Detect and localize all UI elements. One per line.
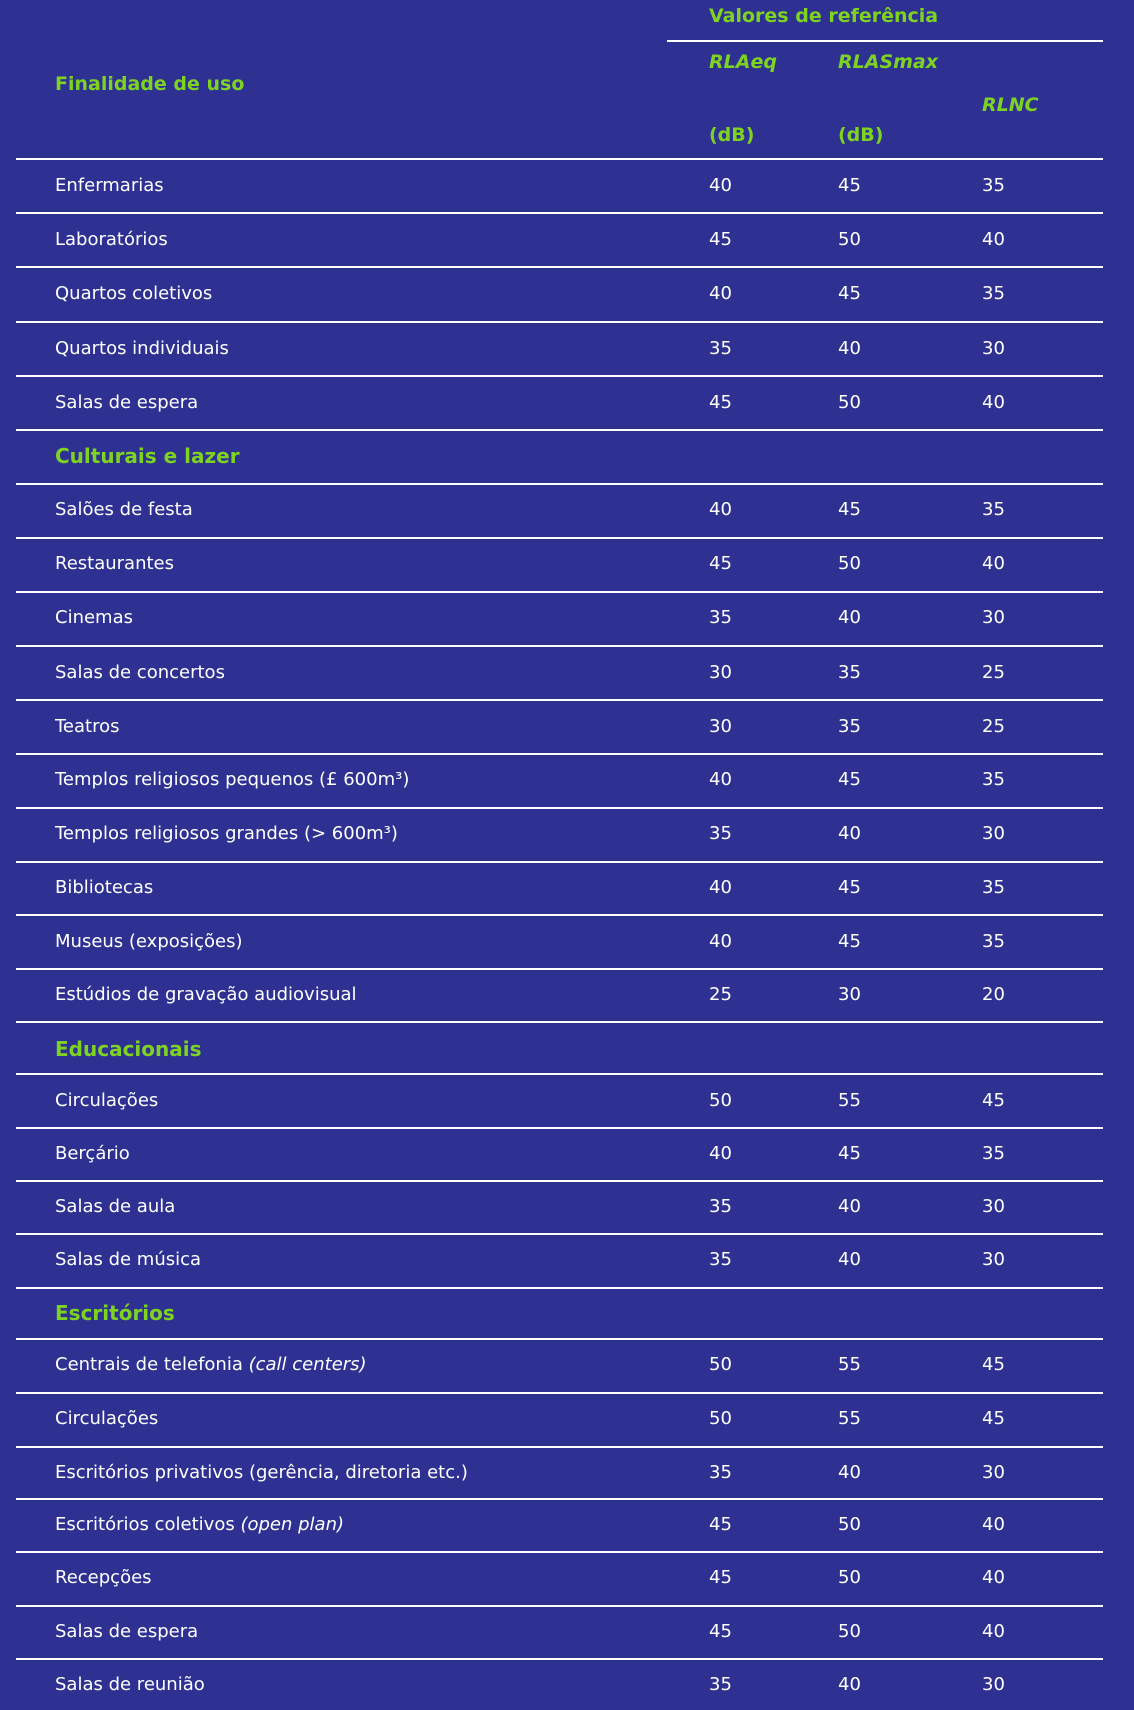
column-header-rlasmax: RLASmax [838, 51, 939, 73]
value-rlnc: 30 [982, 1674, 1005, 1695]
row-label-text: Salas de música [55, 1249, 202, 1270]
table-row [0, 1089, 1134, 1113]
value-rlaeq: 40 [709, 931, 732, 952]
value-rlaeq: 35 [709, 607, 732, 628]
table-row [0, 983, 1134, 1007]
row-divider [16, 1021, 1103, 1023]
row-label-text: Salões de festa [55, 499, 193, 520]
row-label-text: Escritórios coletivos [55, 1514, 241, 1535]
value-rlaeq: 50 [709, 1354, 732, 1375]
value-rlasmax: 45 [838, 931, 861, 952]
table-row [0, 1566, 1134, 1590]
value-rlasmax: 45 [838, 175, 861, 196]
row-label [55, 715, 120, 739]
section-header: Educacionais [55, 1037, 202, 1061]
row-label [55, 1673, 205, 1697]
value-rlnc: 40 [982, 392, 1005, 413]
value-rlasmax: 55 [838, 1354, 861, 1375]
table-row [0, 606, 1134, 630]
row-label-text: Estúdios de gravação audiovisual [55, 984, 357, 1005]
value-rlnc: 40 [982, 229, 1005, 250]
value-rlaeq: 25 [709, 984, 732, 1005]
value-rlasmax: 55 [838, 1408, 861, 1429]
value-rlasmax: 50 [838, 1621, 861, 1642]
row-divider [16, 375, 1103, 377]
value-rlnc: 35 [982, 769, 1005, 790]
table-row [0, 1353, 1134, 1377]
row-label [55, 282, 212, 306]
table-row [0, 715, 1134, 739]
row-label-text: Salas de concertos [55, 662, 225, 683]
row-divider [16, 645, 1103, 647]
table-row [0, 1461, 1134, 1485]
value-rlasmax: 50 [838, 1567, 861, 1588]
value-rlasmax: 45 [838, 499, 861, 520]
group-header-rule [667, 40, 1103, 42]
row-label-text: Bibliotecas [55, 877, 154, 898]
table-row [0, 1195, 1134, 1219]
table-row [0, 1248, 1134, 1272]
value-rlnc: 35 [982, 175, 1005, 196]
value-rlnc: 35 [982, 931, 1005, 952]
value-rlasmax: 45 [838, 283, 861, 304]
column-header-rlnc: RLNC [982, 94, 1039, 116]
row-divider [16, 753, 1103, 755]
value-rlaeq: 35 [709, 338, 732, 359]
row-label [55, 876, 153, 900]
row-divider [16, 914, 1103, 916]
value-rlnc: 30 [982, 1462, 1005, 1483]
value-rlaeq: 35 [709, 1249, 732, 1270]
row-label-text: Teatros [55, 716, 120, 737]
row-divider [16, 1180, 1103, 1182]
row-label [55, 174, 164, 198]
row-label [55, 1566, 152, 1590]
row-label [55, 391, 198, 415]
row-label [55, 1513, 344, 1537]
unit-rlaeq: (dB) [709, 124, 755, 146]
row-label [55, 1248, 201, 1272]
row-label-text: Circulações [55, 1090, 159, 1111]
value-rlasmax: 40 [838, 338, 861, 359]
row-divider [16, 1392, 1103, 1394]
table-row [0, 552, 1134, 576]
value-rlnc: 30 [982, 1196, 1005, 1217]
value-rlaeq: 40 [709, 283, 732, 304]
row-divider [16, 1658, 1103, 1660]
row-label [55, 337, 229, 361]
row-divider [16, 1233, 1103, 1235]
table-row [0, 391, 1134, 415]
value-rlnc: 40 [982, 1567, 1005, 1588]
value-rlasmax: 40 [838, 1462, 861, 1483]
value-rlasmax: 50 [838, 229, 861, 250]
value-rlnc: 30 [982, 1249, 1005, 1270]
row-divider [16, 321, 1103, 323]
row-divider [16, 483, 1103, 485]
value-rlasmax: 50 [838, 553, 861, 574]
value-rlaeq: 30 [709, 716, 732, 737]
value-rlaeq: 45 [709, 1621, 732, 1642]
row-divider [16, 1551, 1103, 1553]
row-label-text: Templos religiosos pequenos (£ 600m³) [55, 769, 410, 790]
value-rlaeq: 45 [709, 392, 732, 413]
row-label-text: Salas de aula [55, 1196, 176, 1217]
row-label [55, 228, 168, 252]
table-row [0, 1620, 1134, 1644]
row-label-text: Museus (exposições) [55, 931, 243, 952]
row-label-text: Laboratórios [55, 229, 168, 250]
row-divider [16, 1287, 1103, 1289]
row-label [55, 768, 409, 792]
value-rlasmax: 40 [838, 1249, 861, 1270]
table-row [0, 498, 1134, 522]
row-label [55, 1195, 175, 1219]
value-rlasmax: 50 [838, 1514, 861, 1535]
value-rlasmax: 55 [838, 1090, 861, 1111]
row-label [55, 930, 243, 954]
table-row [0, 337, 1134, 361]
value-rlasmax: 40 [838, 607, 861, 628]
value-rlnc: 35 [982, 877, 1005, 898]
row-label-text: Salas de espera [55, 392, 199, 413]
value-rlnc: 30 [982, 823, 1005, 844]
value-rlasmax: 50 [838, 392, 861, 413]
value-rlnc: 45 [982, 1354, 1005, 1375]
value-rlnc: 40 [982, 1514, 1005, 1535]
row-label-text: Enfermarias [55, 175, 164, 196]
row-divider [16, 861, 1103, 863]
row-divider [16, 591, 1103, 593]
row-label-text: Berçário [55, 1143, 130, 1164]
row-divider [16, 537, 1103, 539]
row-label-text: Escritórios privativos (gerência, diretoria etc.) [55, 1462, 468, 1483]
table-row [0, 174, 1134, 198]
value-rlnc: 20 [982, 984, 1005, 1005]
table-row [0, 768, 1134, 792]
value-rlasmax: 45 [838, 877, 861, 898]
value-rlaeq: 35 [709, 1196, 732, 1217]
value-rlnc: 25 [982, 716, 1005, 737]
value-rlnc: 45 [982, 1090, 1005, 1111]
section-header: Culturais e lazer [55, 444, 240, 468]
row-divider [16, 807, 1103, 809]
value-rlaeq: 45 [709, 553, 732, 574]
value-rlaeq: 35 [709, 823, 732, 844]
row-label [55, 661, 225, 685]
row-divider [16, 158, 1103, 160]
value-rlaeq: 40 [709, 769, 732, 790]
value-rlaeq: 30 [709, 662, 732, 683]
value-rlaeq: 40 [709, 175, 732, 196]
value-rlaeq: 35 [709, 1674, 732, 1695]
row-label-text: Cinemas [55, 607, 133, 628]
value-rlnc: 30 [982, 607, 1005, 628]
value-rlaeq: 45 [709, 1514, 732, 1535]
value-rlasmax: 45 [838, 769, 861, 790]
row-divider [16, 1498, 1103, 1500]
value-rlnc: 35 [982, 1143, 1005, 1164]
table-row [0, 282, 1134, 306]
value-rlasmax: 35 [838, 662, 861, 683]
row-label [55, 1353, 367, 1377]
row-divider [16, 266, 1103, 268]
value-rlaeq: 50 [709, 1090, 732, 1111]
value-rlasmax: 40 [838, 823, 861, 844]
value-rlnc: 25 [982, 662, 1005, 683]
row-label-text: Quartos coletivos [55, 283, 213, 304]
value-rlasmax: 40 [838, 1196, 861, 1217]
row-divider [16, 1127, 1103, 1129]
row-divider [16, 212, 1103, 214]
value-rlnc: 45 [982, 1408, 1005, 1429]
row-label-text: Recepções [55, 1567, 152, 1588]
row-divider [16, 429, 1103, 431]
row-label [55, 1089, 158, 1113]
value-rlnc: 35 [982, 283, 1005, 304]
table-row [0, 1513, 1134, 1537]
row-divider [16, 1605, 1103, 1607]
row-label-text: Templos religiosos grandes (> 600m³) [55, 823, 398, 844]
row-label [55, 1461, 468, 1485]
table-row [0, 661, 1134, 685]
row-label-italic: (call centers) [248, 1354, 367, 1375]
value-rlasmax: 40 [838, 1674, 861, 1695]
row-label [55, 552, 174, 576]
row-label [55, 498, 193, 522]
row-label [55, 1407, 158, 1431]
row-divider [16, 1446, 1103, 1448]
value-rlaeq: 40 [709, 1143, 732, 1164]
row-divider [16, 968, 1103, 970]
value-rlasmax: 35 [838, 716, 861, 737]
row-label-italic: (open plan) [240, 1514, 345, 1535]
row-divider [16, 1073, 1103, 1075]
row-label-text: Salas de reunião [55, 1674, 205, 1695]
row-label [55, 1142, 130, 1166]
row-label-text: Centrais de telefonia [55, 1354, 249, 1375]
group-header: Valores de referência [709, 5, 939, 27]
table-row [0, 876, 1134, 900]
value-rlnc: 40 [982, 1621, 1005, 1642]
column-header-rlaeq: RLAeq [709, 51, 777, 73]
table-row [0, 930, 1134, 954]
value-rlnc: 40 [982, 553, 1005, 574]
value-rlaeq: 50 [709, 1408, 732, 1429]
value-rlnc: 30 [982, 338, 1005, 359]
value-rlaeq: 40 [709, 499, 732, 520]
row-label [55, 983, 357, 1007]
table-row [0, 822, 1134, 846]
column-header-finalidade: Finalidade de uso [55, 73, 245, 95]
table-row [0, 1673, 1134, 1697]
table-row [0, 228, 1134, 252]
unit-rlasmax: (dB) [838, 124, 884, 146]
row-label [55, 822, 398, 846]
section-header: Escritórios [55, 1301, 175, 1325]
table-row [0, 1142, 1134, 1166]
value-rlnc: 35 [982, 499, 1005, 520]
value-rlasmax: 45 [838, 1143, 861, 1164]
table-row [0, 1407, 1134, 1431]
value-rlaeq: 40 [709, 877, 732, 898]
row-label-text: Circulações [55, 1408, 159, 1429]
row-divider [16, 1338, 1103, 1340]
row-label-text: Restaurantes [55, 553, 174, 574]
row-label-text: Salas de espera [55, 1621, 199, 1642]
value-rlaeq: 45 [709, 229, 732, 250]
value-rlaeq: 45 [709, 1567, 732, 1588]
row-divider [16, 699, 1103, 701]
row-label [55, 606, 133, 630]
row-label [55, 1620, 198, 1644]
value-rlaeq: 35 [709, 1462, 732, 1483]
value-rlasmax: 30 [838, 984, 861, 1005]
row-label-text: Quartos individuais [55, 338, 229, 359]
